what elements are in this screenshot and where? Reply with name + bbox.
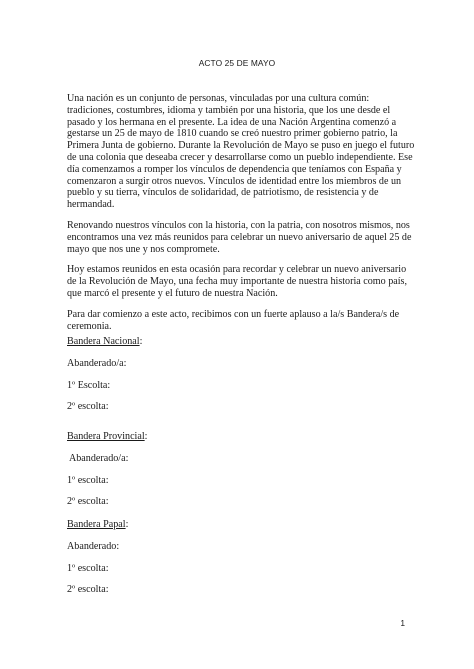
paragraph-renewal: Renovando nuestros vínculos con la historia, con la patria, con nosotros mismos, nos encontramos una vez más reunidos para celebrar un nuevo aniversario de aquel 25 de mayo que nos une y nos compromete. bbox=[67, 219, 412, 255]
role-line: 1º escolta: bbox=[67, 474, 109, 486]
paragraph-flags-intro: Para dar comienzo a este acto, recibimos con un fuerte aplauso a la/s Bandera/s de ceremonia. bbox=[67, 308, 400, 332]
section-bandera-nacional bbox=[67, 336, 407, 423]
section-bandera-provincial bbox=[67, 431, 407, 518]
role-line: 2º escolta: bbox=[67, 496, 109, 507]
role-line: 1º escolta: bbox=[67, 562, 109, 574]
section-heading-suffix: : bbox=[125, 519, 129, 530]
section-heading bbox=[67, 431, 407, 443]
page-number: 1 bbox=[400, 618, 405, 628]
section-heading bbox=[67, 519, 407, 531]
section-heading-text: Bandera Papal bbox=[67, 519, 126, 530]
paragraph-celebration: Hoy estamos reunidos en esta ocasión para recordar y celebrar un nuevo aniversario de la Revolución de Mayo, una fecha muy importante de nuestra historia como país, que marcó el presente y el futuro de nuestra Nación. bbox=[67, 264, 408, 299]
role-line: 1º Escolta: bbox=[67, 379, 111, 391]
paragraph-intro: Una nación es un conjunto de personas, vinculadas por una cultura común: tradiciones, costumbres, idioma y también por una historia, que los une desde el pasado y los hermana en el presente. La idea de una Nación Argentina comenzó a gestarse un 25 de mayo de 1810 cuando se creó nuestro primer gobierno patrio, la Primera Junta de gobierno. Durante la Revolución de Mayo se puso en juego el futuro de una colonia que deseaba crecer y desarrollarse como un pueblo independiente. Ese día comenzamos a romper los vínculos de dependencia que teníamos con España y comenzaron a surgir otros nuevos. Vínculos de identidad entre los miembros de un pueblo y su tierra, vínculos de solidaridad, de patriotismo, de resistencia y de hermandad. bbox=[67, 93, 415, 211]
role-line: Abanderado/a: bbox=[67, 453, 129, 464]
role-line: 2º escolta: bbox=[67, 584, 109, 595]
section-heading-text: Bandera Provincial bbox=[67, 431, 145, 442]
section-bandera-papal bbox=[67, 519, 407, 606]
role-line: Abanderado/a: bbox=[67, 358, 127, 369]
section-heading bbox=[67, 336, 407, 348]
role-line: 2º escolta: bbox=[67, 401, 109, 412]
section-heading-suffix: : bbox=[139, 336, 143, 347]
document-title: ACTO 25 DE MAYO bbox=[198, 58, 276, 68]
role-line: Abanderado: bbox=[67, 541, 120, 552]
document-body bbox=[67, 93, 417, 341]
section-heading-suffix: : bbox=[144, 431, 148, 442]
section-heading-text: Bandera Nacional bbox=[67, 336, 140, 347]
